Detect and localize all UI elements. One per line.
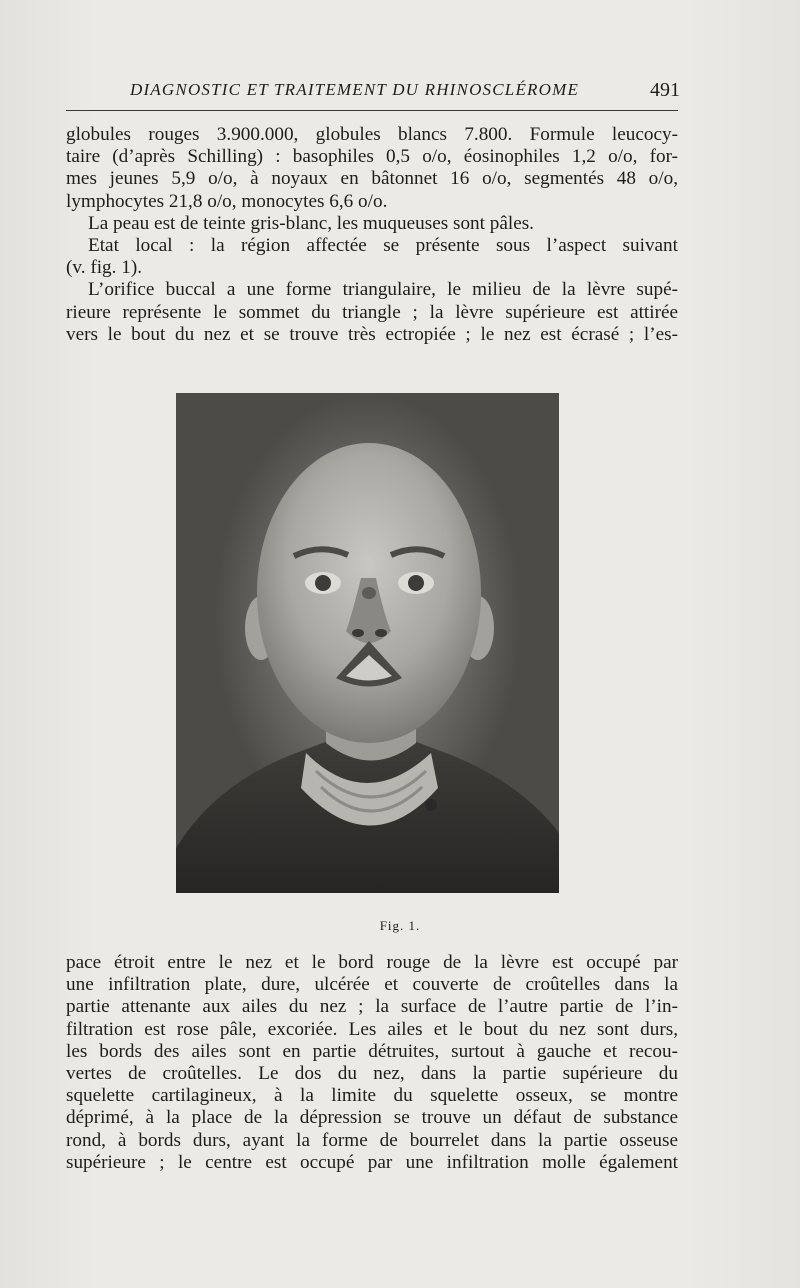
running-title: DIAGNOSTIC ET TRAITEMENT DU RHINOSCLÉROME <box>130 80 580 99</box>
text-line: pace étroit entre le nez et le bord rouge de la lèvre est occupé par <box>66 952 678 973</box>
page-number: 491 <box>650 79 680 101</box>
text-line: les bords des ailes sont en partie détruites, surtout à gauche et recou- <box>66 1040 678 1062</box>
text-line: déprimé, à la place de la dépression se trouve un défaut de substance <box>66 1107 678 1129</box>
text-line: La peau est de teinte gris-blanc, les muqueuses sont pâles. <box>88 212 534 234</box>
text-line: rond, à bords durs, ayant la forme de bourrelet dans la partie osseuse <box>66 1129 678 1151</box>
patient-photograph <box>176 393 559 893</box>
text-line: vertes de croûtelles. Le dos du nez, dans la partie supérieure du <box>66 1063 678 1085</box>
text-line: rieure représente le sommet du triangle ; la lèvre supérieure est attirée <box>66 301 678 323</box>
text-line: vers le bout du nez et se trouve très ectropiée ; le nez est écrasé ; l’es- <box>66 323 678 345</box>
text-line: lymphocytes 21,8 o/o, monocytes 6,6 o/o. <box>66 190 388 212</box>
patient-portrait-illustration <box>176 393 559 893</box>
text-line: squelette cartilagineux, à la limite du squelette osseux, se montre <box>66 1085 678 1107</box>
body-text-top <box>66 124 678 346</box>
text-line: globules rouges 3.900.000, globules blancs 7.800. Formule leucocy- <box>66 124 678 145</box>
text-line: partie attenante aux ailes du nez ; la surface de l’autre partie de l’in- <box>66 996 678 1018</box>
text-line: L’orifice buccal a une forme triangulaire, le milieu de la lèvre supé- <box>88 279 678 301</box>
text-line: taire (d’après Schilling) : basophiles 0,5 o/o, éosinophiles 1,2 o/o, for- <box>66 146 678 168</box>
text-line: une infiltration plate, dure, ulcérée et couverte de croûtelles dans la <box>66 974 678 996</box>
body-text-bottom <box>66 952 678 1174</box>
figure-caption: Fig. 1. <box>379 918 421 933</box>
header-rule <box>66 110 678 111</box>
page-header <box>0 80 680 104</box>
text-line: filtration est rose pâle, excoriée. Les ailes et le bout du nez sont durs, <box>66 1018 678 1040</box>
text-line: mes jeunes 5,9 o/o, à noyaux en bâtonnet 16 o/o, segmentés 48 o/o, <box>66 168 678 190</box>
text-line: Etat local : la région affectée se présente sous l’aspect suivant <box>88 235 678 257</box>
text-line: supérieure ; le centre est occupé par une infiltration molle également <box>66 1151 678 1173</box>
text-line: (v. fig. 1). <box>66 257 143 279</box>
